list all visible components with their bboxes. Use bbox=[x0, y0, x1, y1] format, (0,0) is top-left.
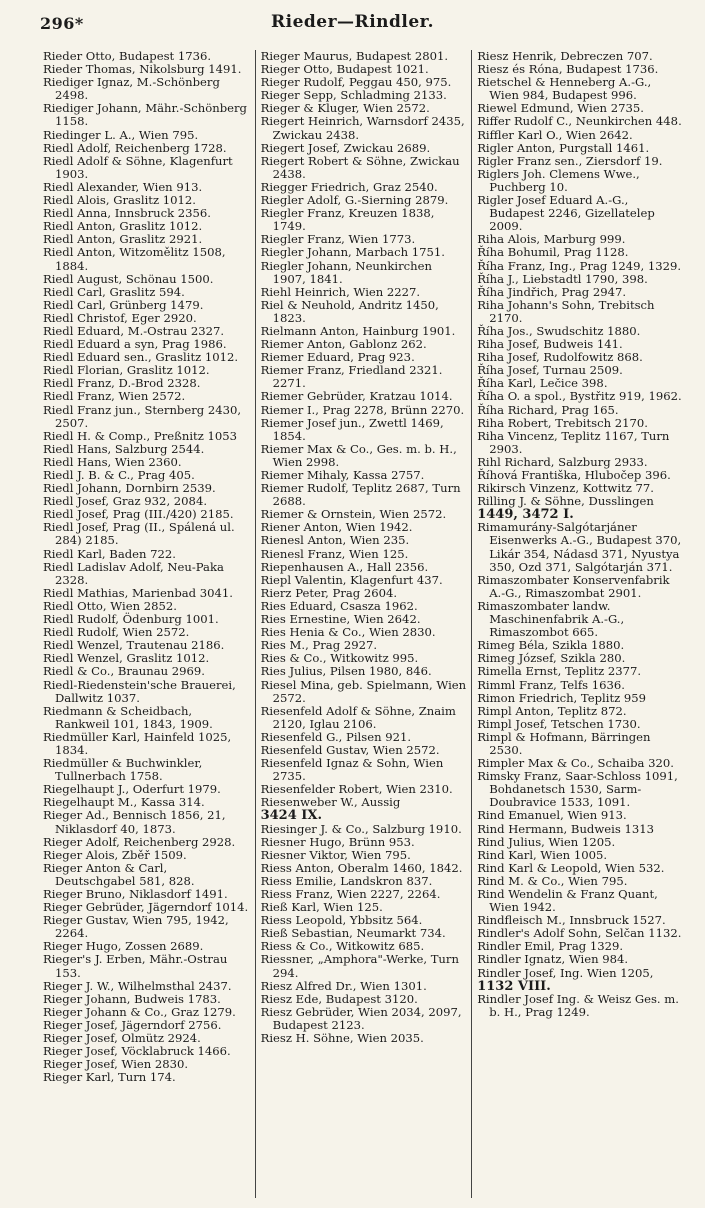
directory-entry: Rieger Maurus, Budapest 2801. bbox=[260, 50, 449, 63]
directory-entry: Riemer I., Prag 2278, Brünn 2270. bbox=[260, 402, 465, 417]
directory-entry: Rieger J. W., Wilhelmsthal 2437. bbox=[43, 978, 232, 993]
directory-entry: Riess Emilie, Landskron 837. bbox=[260, 873, 433, 888]
directory-entry: Riedl Hans, Salzburg 2544. bbox=[43, 441, 205, 456]
directory-entry: Rimeg József, Szikla 280. bbox=[477, 651, 626, 666]
directory-entry: Riglers Joh. Clemens Wwe., Puchberg 10. bbox=[477, 166, 640, 194]
directory-entry: Říha Franz, Ing., Prag 1249, 1329. bbox=[477, 258, 682, 273]
directory-entry: Riedl Mathias, Marienbad 3041. bbox=[43, 585, 233, 600]
directory-entry: Riedl Franz, Wien 2572. bbox=[43, 389, 186, 404]
directory-entry: Riedl August, Schönau 1500. bbox=[43, 271, 214, 286]
directory-entry: Riedl Johann, Dornbirn 2539. bbox=[43, 481, 216, 496]
directory-entry: Ries Ernestine, Wien 2642. bbox=[260, 612, 421, 627]
directory-entry: Rieder Thomas, Nikolsburg 1491. bbox=[43, 62, 242, 77]
directory-entry: Riesz Gebrüder, Wien 2034, 2097, Budapest 2123. bbox=[260, 1004, 462, 1032]
directory-entry: Riha Robert, Trebitsch 2170. bbox=[477, 415, 648, 430]
directory-entry: Riedl Eduard a syn, Prag 1986. bbox=[43, 337, 227, 352]
directory-entry: Riesenfeld Adolf & Söhne, Znaim 2120, Iglau 2106. bbox=[260, 703, 456, 731]
directory-entry: Rieger Josef, Wien 2830. bbox=[43, 1057, 189, 1072]
directory-entry: Riesz H. Söhne, Wien 2035. bbox=[260, 1031, 424, 1046]
directory-entry: Rimsky Franz, Saar-Schloss 1091, Bohdanetsch 1530, Sarm-Doubravice 1533, 1091. bbox=[477, 769, 678, 810]
directory-entry: Rieger Johann, Budweis 1783. bbox=[43, 991, 221, 1006]
directory-entry: Rieger Johann & Co., Graz 1279. bbox=[43, 1004, 236, 1019]
directory-entry: Riedl & Co., Braunau 2969. bbox=[43, 664, 205, 679]
directory-entry: Rimaszombater Konservenfabrik A.-G., Rimaszombat 2901. bbox=[477, 572, 670, 600]
directory-entry: Riegler Johann, Neunkirchen 1907, 1841. bbox=[260, 258, 432, 286]
directory-entry: Ries Julius, Pilsen 1980, 846. bbox=[260, 664, 432, 679]
directory-entry: 3424 IX. bbox=[260, 808, 322, 824]
directory-entry: Riedl J. B. & C., Prag 405. bbox=[43, 468, 195, 482]
directory-entry: Rieder Otto, Budapest 1736. bbox=[43, 50, 212, 63]
directory-entry: Rimml Franz, Telfs 1636. bbox=[477, 677, 625, 692]
directory-entry: Říha Jindřich, Prag 2947. bbox=[477, 284, 627, 299]
directory-entry: Rimamurány-Salgótarjáner Eisenwerks A.-G., Budapest 370, Likár 354, Nádasd 371, Nyustya 350, Ozd 371, Salgótarján 371. bbox=[477, 520, 682, 574]
directory-entry: Riesz Henrik, Debreczen 707. bbox=[477, 50, 653, 63]
directory-entry: Riedl-Riedenstein'sche Brauerei, Dallwitz 1037. bbox=[43, 677, 236, 705]
directory-entry: Riedl Florian, Graslitz 1012. bbox=[43, 363, 210, 378]
directory-entry: Riedl Alexander, Wien 913. bbox=[43, 179, 203, 194]
directory-entry: Riesz Alfred Dr., Wien 1301. bbox=[260, 978, 427, 993]
directory-entry: Říha Karl, Lečice 398. bbox=[477, 376, 608, 391]
directory-entry: Rienesl Franz, Wien 125. bbox=[260, 546, 409, 561]
directory-entry: Rielmann Anton, Hainburg 1901. bbox=[260, 323, 456, 338]
directory-entry: Rieger Hugo, Zossen 2689. bbox=[43, 939, 204, 954]
directory-entry: Riffler Karl O., Wien 2642. bbox=[477, 127, 633, 142]
directory-entry: Rieger Josef, Vöcklabruck 1466. bbox=[43, 1044, 231, 1059]
directory-entry: Rieger Bruno, Niklasdorf 1491. bbox=[43, 887, 228, 901]
directory-entry: Riedl Anton, Witzomělitz 1508, 1884. bbox=[43, 245, 226, 273]
directory-entry: Rieger Karl, Turn 174. bbox=[43, 1070, 176, 1085]
directory-entry: Rieger Alois, Zběř 1509. bbox=[43, 847, 187, 862]
directory-entry: Ries & Co., Witkowitz 995. bbox=[260, 651, 419, 666]
directory-entry: Riegler Franz, Wien 1773. bbox=[260, 232, 416, 247]
directory-entry: Riedl Hans, Wien 2360. bbox=[43, 454, 182, 469]
directory-entry: Rienesl Anton, Wien 235. bbox=[260, 533, 410, 548]
directory-entry: Riha Vincenz, Teplitz 1167, Turn 2903. bbox=[477, 428, 670, 456]
directory-entry: Rimella Ernst, Teplitz 2377. bbox=[477, 664, 642, 679]
directory-entry: Riehl Heinrich, Wien 2227. bbox=[260, 284, 421, 299]
directory-entry: Rieger Sepp, Schladming 2133. bbox=[260, 88, 447, 103]
directory-entry: Riedl Franz jun., Sternberg 2430, 2507. bbox=[43, 402, 242, 430]
directory-entry: Riegger Friedrich, Graz 2540. bbox=[260, 179, 438, 194]
directory-entry: Riedl Josef, Graz 932, 2084. bbox=[43, 494, 207, 509]
directory-entry: Riedl Rudolf, Ödenburg 1001. bbox=[43, 612, 219, 627]
directory-entry: Riepl Valentin, Klagenfurt 437. bbox=[260, 572, 443, 587]
directory-entry: Riedl Adolf, Reichenberg 1728. bbox=[43, 140, 227, 155]
directory-entry: Riegert Josef, Zwickau 2689. bbox=[260, 140, 431, 155]
directory-entry: Riedmüller & Buchwinkler, Tullnerbach 1758. bbox=[43, 756, 203, 784]
directory-entry: Rilling J. & Söhne, Dusslingen bbox=[477, 494, 654, 509]
directory-entry: Rindler Emil, Prag 1329. bbox=[477, 939, 624, 954]
directory-entry: Riha Alois, Marburg 999. bbox=[477, 232, 626, 247]
directory-entry: Riedl Eduard, M.-Ostrau 2327. bbox=[43, 323, 225, 338]
directory-entry: Rind Hermann, Budweis 1313 bbox=[477, 821, 654, 836]
directory-entry: Rieß Karl, Wien 125. bbox=[260, 900, 383, 915]
directory-entry: Rimeg Béla, Szikla 1880. bbox=[477, 638, 625, 653]
column-right bbox=[471, 50, 688, 1198]
directory-entry: Říha Josef, Turnau 2509. bbox=[477, 363, 623, 378]
directory-entry: Riedmann & Scheidbach, Rankweil 101, 1843, 1909. bbox=[43, 703, 213, 731]
directory-entry: Rieger's J. Erben, Mähr.-Ostrau 153. bbox=[43, 952, 228, 980]
directory-entry: Riemer Rudolf, Teplitz 2687, Turn 2688. bbox=[260, 481, 461, 509]
directory-entry: Riedl Ladislav Adolf, Neu-Paka 2328. bbox=[43, 559, 224, 587]
directory-entry: Rindfleisch M., Innsbruck 1527. bbox=[477, 913, 666, 928]
directory-entry: Rimpler Max & Co., Schaiba 320. bbox=[477, 756, 674, 771]
running-title: Rieder—Rindler. bbox=[271, 12, 434, 32]
directory-entry: Rieger Ad., Bennisch 1856, 21, Niklasdorf 40, 1873. bbox=[43, 808, 226, 836]
directory-entry: Rieger Otto, Budapest 1021. bbox=[260, 62, 429, 77]
directory-entry: Riesner Viktor, Wien 795. bbox=[260, 847, 411, 862]
directory-entry: Riesenweber W., Aussig bbox=[260, 795, 401, 810]
directory-entry: Riha Josef, Budweis 141. bbox=[477, 337, 623, 352]
directory-entry: Rimon Friedrich, Teplitz 959 bbox=[477, 690, 647, 705]
directory-entry: Riedl Christof, Eger 2920. bbox=[43, 310, 197, 325]
directory-entry: Rieger Gustav, Wien 795, 1942, 2264. bbox=[43, 913, 229, 941]
directory-entry: Rieger Josef, Olmütz 2924. bbox=[43, 1031, 201, 1046]
directory-entry: Riedl Wenzel, Graslitz 1012. bbox=[43, 651, 210, 666]
directory-entry: Rieger & Kluger, Wien 2572. bbox=[260, 101, 430, 116]
directory-entry: Riesz Ede, Budapest 3120. bbox=[260, 991, 418, 1006]
directory-entry: Riedl Carl, Grünberg 1479. bbox=[43, 297, 204, 312]
directory-entry: Riemer Max & Co., Ges. m. b. H., Wien 2998. bbox=[260, 441, 457, 469]
directory-entry: Riepenhausen A., Hall 2356. bbox=[260, 559, 429, 574]
directory-entry: Ries Eduard, Csasza 1962. bbox=[260, 598, 418, 613]
directory-entry: Rierz Peter, Prag 2604. bbox=[260, 585, 398, 600]
directory-entry: Rind Karl & Leopold, Wien 532. bbox=[477, 860, 665, 875]
directory-entry: Rieger Anton & Carl, Deutschgabel 581, 828. bbox=[43, 860, 195, 888]
directory-entry: Rietschel & Henneberg A.-G., Wien 984, Budapest 996. bbox=[477, 75, 652, 103]
directory-entry: Riedl Karl, Baden 722. bbox=[43, 546, 176, 561]
directory-entry: Rimpl Josef, Tetschen 1730. bbox=[477, 716, 641, 731]
directory-entry: Riegler Adolf, G.-Sierning 2879. bbox=[260, 193, 449, 208]
directory-entry: Riemer Franz, Friedland 2321. 2271. bbox=[260, 363, 443, 391]
directory-entry: Riedl Eduard sen., Graslitz 1012. bbox=[43, 350, 239, 365]
directory-entry: Říha Jos., Swudschitz 1880. bbox=[477, 323, 641, 338]
directory-entry: 1132 VIII. bbox=[477, 978, 551, 994]
directory-entry: Riemer Eduard, Prag 923. bbox=[260, 350, 415, 365]
directory-entry: Ries M., Prag 2927. bbox=[260, 638, 378, 653]
directory-entry: Riesz és Róna, Budapest 1736. bbox=[477, 62, 659, 77]
directory-entry: Rindler Josef, Ing. Wien 1205, bbox=[477, 965, 654, 980]
directory-entry: Riedl Anna, Innsbruck 2356. bbox=[43, 206, 211, 221]
column-left bbox=[38, 50, 255, 1198]
directory-entry: Riesenfelder Robert, Wien 2310. bbox=[260, 782, 453, 797]
directory-entry: Riedl Franz, D.-Brod 2328. bbox=[43, 376, 201, 391]
directory-entry: Riegler Franz, Kreuzen 1838, 1749. bbox=[260, 206, 435, 234]
directory-entry: Rieß Sebastian, Neumarkt 734. bbox=[260, 926, 446, 941]
directory-entry: Rindler Ignatz, Wien 984. bbox=[477, 952, 629, 967]
directory-entry: Rigler Josef Eduard A.-G., Budapest 2246, Gizellatelep 2009. bbox=[477, 193, 655, 234]
directory-entry: Riess Anton, Oberalm 1460, 1842. bbox=[260, 860, 463, 875]
directory-entry: Rimpl Anton, Teplitz 872. bbox=[477, 703, 627, 718]
directory-entry: Riewel Edmund, Wien 2735. bbox=[477, 101, 644, 116]
directory-entry: Riediger Ignaz, M.-Schönberg 2498. bbox=[43, 75, 220, 103]
directory-entry: Riel & Neuhold, Andritz 1450, 1823. bbox=[260, 297, 439, 325]
directory-entry: 1449, 3472 I. bbox=[477, 507, 574, 523]
directory-entry: Riess Franz, Wien 2227, 2264. bbox=[260, 887, 441, 901]
directory-entry: Riesenfeld Gustav, Wien 2572. bbox=[260, 742, 440, 757]
directory-entry: Riesenfeld Ignaz & Sohn, Wien 2735. bbox=[260, 756, 444, 784]
entry-columns bbox=[38, 50, 688, 1198]
column-middle bbox=[255, 50, 472, 1198]
directory-entry: Riemer & Ornstein, Wien 2572. bbox=[260, 507, 447, 522]
directory-entry: Rigler Franz sen., Ziersdorf 19. bbox=[477, 153, 663, 168]
directory-entry: Riesner Hugo, Brünn 953. bbox=[260, 834, 415, 849]
directory-entry: Rindler's Adolf Sohn, Selčan 1132. bbox=[477, 926, 682, 941]
directory-entry: Riesenfeld G., Pilsen 921. bbox=[260, 729, 412, 744]
directory-entry: Říha O. a spol., Bystřitz 919, 1962. bbox=[477, 389, 682, 404]
directory-entry: Riedl H. & Comp., Preßnitz 1053 bbox=[43, 428, 238, 443]
directory-entry: Riesel Mina, geb. Spielmann, Wien 2572. bbox=[260, 677, 467, 705]
directory-entry: Riedl Anton, Graslitz 1012. bbox=[43, 219, 203, 234]
directory-entry: Rind M. & Co., Wien 795. bbox=[477, 873, 628, 888]
directory-entry: Riedl Otto, Wien 2852. bbox=[43, 598, 177, 613]
directory-entry: Riedl Carl, Graslitz 594. bbox=[43, 284, 185, 299]
directory-entry: Riemer Gebrüder, Kratzau 1014. bbox=[260, 389, 453, 404]
directory-entry: Riha Johann's Sohn, Trebitsch 2170. bbox=[477, 297, 655, 325]
directory-entry: Rieger Adolf, Reichenberg 2928. bbox=[43, 834, 236, 849]
directory-entry: Riegelhaupt J., Oderfurt 1979. bbox=[43, 782, 221, 797]
directory-entry: Rihl Richard, Salzburg 2933. bbox=[477, 454, 648, 469]
directory-entry: Riedl Rudolf, Wien 2572. bbox=[43, 625, 190, 640]
directory-entry: Rind Emanuel, Wien 913. bbox=[477, 808, 627, 823]
directory-entry: Riedl Josef, Prag (II., Spálená ul. 284) 2185. bbox=[43, 520, 235, 548]
directory-entry: Ries Henia & Co., Wien 2830. bbox=[260, 625, 436, 640]
directory-entry: Říhová Františka, Hlubočep 396. bbox=[477, 468, 671, 482]
directory-entry: Riegert Heinrich, Warnsdorf 2435, Zwickau 2438. bbox=[260, 114, 465, 142]
directory-entry: Rikirsch Vinzenz, Kottwitz 77. bbox=[477, 481, 654, 496]
directory-entry: Rieger Gebrüder, Jägerndorf 1014. bbox=[43, 900, 249, 915]
directory-entry: Rigler Anton, Purgstall 1461. bbox=[477, 140, 650, 155]
page-number: 296* bbox=[40, 14, 84, 33]
directory-entry: Riedl Adolf & Söhne, Klagenfurt 1903. bbox=[43, 153, 233, 181]
directory-entry: Riesinger J. & Co., Salzburg 1910. bbox=[260, 821, 462, 836]
directory-entry: Rieger Josef, Jägerndorf 2756. bbox=[43, 1017, 222, 1032]
directory-entry: Riemer Anton, Gablonz 262. bbox=[260, 337, 427, 352]
directory-entry: Říha Bohumil, Prag 1128. bbox=[477, 245, 629, 260]
directory-entry: Riegelhaupt M., Kassa 314. bbox=[43, 795, 205, 810]
directory-entry: Riedl Josef, Prag (III./420) 2185. bbox=[43, 507, 234, 522]
directory-entry: Rimpl & Hofmann, Bärringen 2530. bbox=[477, 729, 651, 757]
directory-entry: Riedl Wenzel, Trautenau 2186. bbox=[43, 638, 225, 653]
directory-entry: Rimaszombater landw. Maschinenfabrik A.-G., Rimaszombot 665. bbox=[477, 598, 625, 640]
directory-entry: Riessner, „Amphora"-Werke, Turn 294. bbox=[260, 952, 459, 980]
directory-entry: Riedmüller Karl, Hainfeld 1025, 1834. bbox=[43, 729, 232, 757]
directory-entry: Riess & Co., Witkowitz 685. bbox=[260, 939, 425, 954]
directory-entry: Rind Karl, Wien 1005. bbox=[477, 847, 608, 862]
directory-entry: Riha Josef, Rudolfowitz 868. bbox=[477, 350, 643, 365]
directory-entry: Rind Julius, Wien 1205. bbox=[477, 834, 616, 849]
directory-entry: Riffer Rudolf C., Neunkirchen 448. bbox=[477, 114, 682, 129]
directory-entry: Rieger Rudolf, Peggau 450, 975. bbox=[260, 75, 452, 90]
directory-entry: Riedl Alois, Graslitz 1012. bbox=[43, 193, 196, 208]
directory-entry: Říha Richard, Prag 165. bbox=[477, 402, 619, 417]
directory-entry: Riemer Josef jun., Zwettl 1469, 1854. bbox=[260, 415, 444, 443]
directory-entry: Riegert Robert & Söhne, Zwickau 2438. bbox=[260, 153, 460, 181]
directory-entry: Říha J., Liebstadtl 1790, 398. bbox=[477, 271, 648, 286]
directory-entry: Riedinger L. A., Wien 795. bbox=[43, 127, 199, 142]
directory-entry: Riegler Johann, Marbach 1751. bbox=[260, 245, 445, 260]
directory-entry: Riediger Johann, Mähr.-Schönberg 1158. bbox=[43, 101, 247, 129]
directory-entry: Rind Wendelin & Franz Quant, Wien 1942. bbox=[477, 887, 658, 915]
directory-entry: Riess Leopold, Ybbsitz 564. bbox=[260, 913, 423, 928]
directory-entry: Riener Anton, Wien 1942. bbox=[260, 520, 413, 535]
page-header bbox=[0, 0, 705, 44]
directory-entry: Riedl Anton, Graslitz 2921. bbox=[43, 232, 203, 247]
directory-entry: Riemer Mihaly, Kassa 2757. bbox=[260, 468, 425, 482]
directory-entry: Rindler Josef Ing. & Weisz Ges. m. b. H., Prag 1249. bbox=[477, 991, 679, 1019]
